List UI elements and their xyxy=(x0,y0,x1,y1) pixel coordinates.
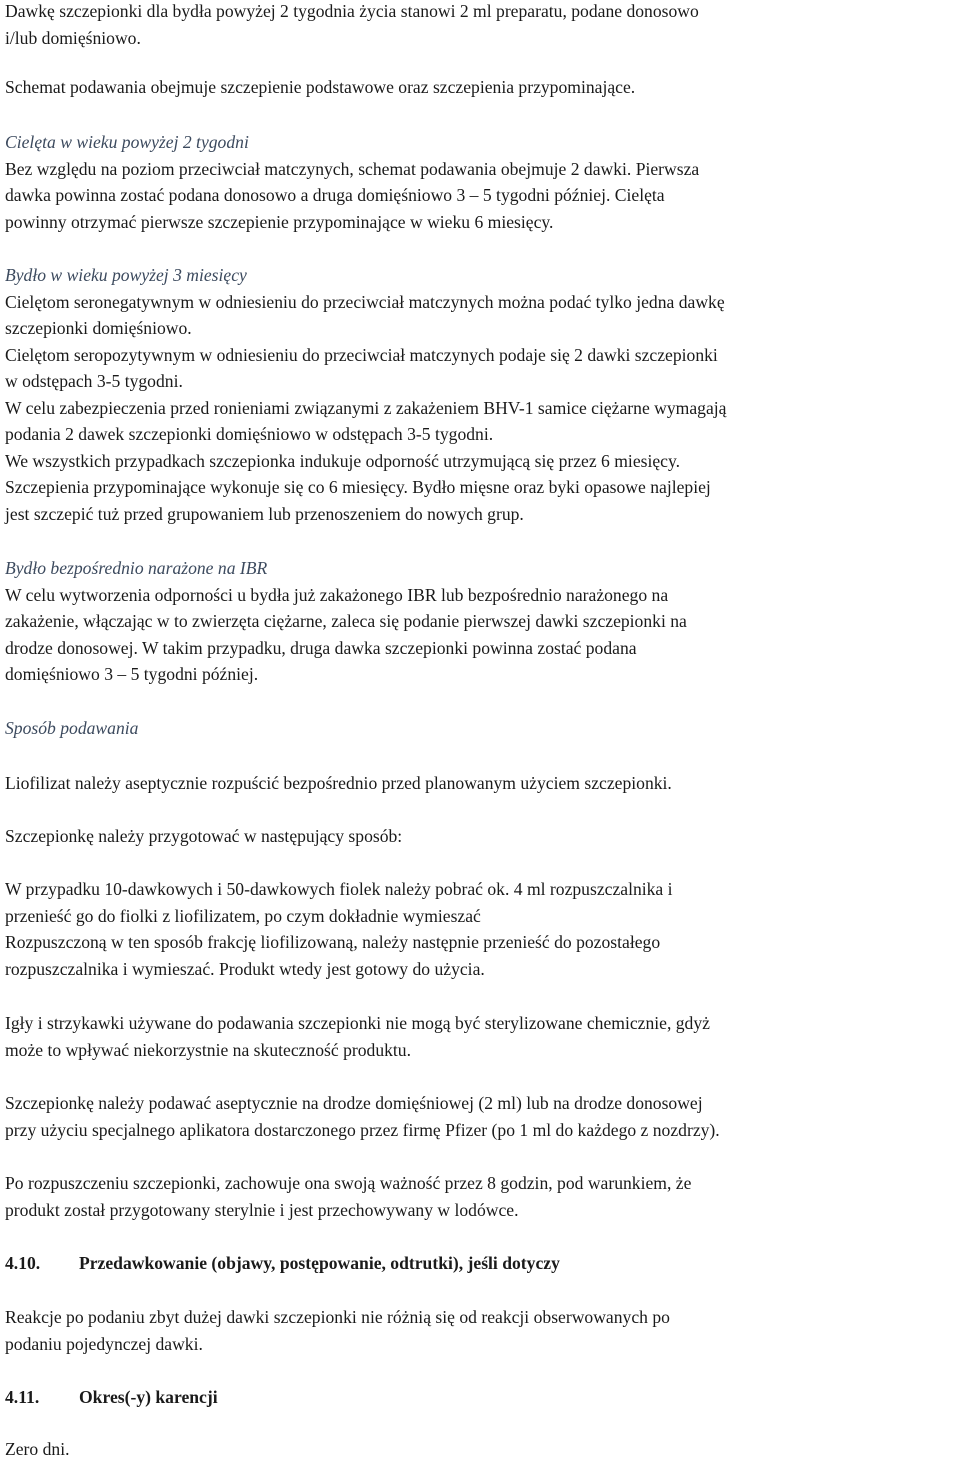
text-line: Schemat podawania obejmuje szczepienie podstawowe oraz szczepienia przypominające. xyxy=(5,77,636,97)
text-line: dawka powinna zostać podana donosowo a druga domięśniowo 3 – 5 tygodni później. Cielęta xyxy=(5,185,665,205)
dose-paragraph xyxy=(5,0,699,51)
cattle-3-months-section xyxy=(5,262,726,527)
needles-paragraph xyxy=(5,1010,710,1063)
text-line: w odstępach 3-5 tygodni. xyxy=(5,371,183,391)
storage-paragraph xyxy=(5,1170,691,1223)
text-line: Cielętom seronegatywnym w odniesieniu do przeciwciał matczynych można podać tylko jedna dawkę xyxy=(5,291,725,312)
vials-paragraph xyxy=(5,876,673,982)
text-line: zakażenie, włączając w to zwierzęta ciężarne, zaleca się podanie pierwszej dawki szczepionki na xyxy=(5,611,687,631)
text-line: i/lub domięśniowo. xyxy=(5,27,141,48)
administration-method-heading: Sposób podawania xyxy=(5,718,139,738)
text-line: Cielętom seropozytywnym w odniesieniu do przeciwciał matczynych podaje się 2 dawki szczepionki xyxy=(5,344,718,365)
section-4-10-heading xyxy=(5,1250,560,1277)
section-title: Okres(-y) karencji xyxy=(79,1387,218,1407)
text-line: Szczepienia przypominające wykonuje się co 6 miesięcy. Bydło mięsne oraz byki opasowe najlepiej xyxy=(5,477,711,497)
text-line: produkt został przygotowany sterylnie i jest przechowywany w lodówce. xyxy=(5,1199,519,1220)
text-line: podania 2 dawek szczepionki domięśniowo w odstępach 3-5 tygodni. xyxy=(5,424,494,444)
text-line: Szczepionkę należy podawać aseptycznie na drodze domięśniowej (2 ml) lub na drodze donosowej xyxy=(5,1093,703,1113)
calves-subheading: Cielęta w wieku powyżej 2 tygodni xyxy=(5,132,249,152)
schedule-paragraph xyxy=(5,74,635,101)
overdose-paragraph xyxy=(5,1304,670,1357)
text-line: W celu zabezpieczenia przed ronieniami związanymi z zakażeniem BHV-1 samice ciężarne wymagają xyxy=(5,397,727,418)
text-line: może to wpływać niekorzystnie na skuteczność produktu. xyxy=(5,1039,412,1060)
calves-section xyxy=(5,129,699,235)
text-line: Bez względu na poziom przeciwciał matczynych, schemat podawania obejmuje 2 dawki. Pierwsza xyxy=(5,158,700,179)
ibr-section xyxy=(5,555,687,688)
text-line: Reakcje po podaniu zbyt dużej dawki szczepionki nie różnią się od reakcji obserwowanych po xyxy=(5,1307,670,1327)
administration-paragraph xyxy=(5,1090,720,1143)
text-line: powinny otrzymać pierwsze szczepienie przypominające w wieku 6 miesięcy. xyxy=(5,211,554,232)
lyophilisate-paragraph: Liofilizat należy aseptycznie rozpuścić bezpośrednio przed planowanym użyciem szczepionki. xyxy=(5,773,672,793)
text-line: Rozpuszczoną w ten sposób frakcję liofilizowaną, należy następnie przenieść do pozostałego xyxy=(5,932,661,952)
text-line: rozpuszczalnika i wymieszać. Produkt wtedy jest gotowy do użycia. xyxy=(5,958,485,979)
text-line: jest szczepić tuż przed grupowaniem lub przenoszeniem do nowych grup. xyxy=(5,503,524,524)
section-number: 4.11. xyxy=(5,1387,40,1407)
text-line: W przypadku 10-dawkowych i 50-dawkowych fiolek należy pobrać ok. 4 ml rozpuszczalnika i xyxy=(5,879,673,899)
section-number: 4.10. xyxy=(5,1253,41,1273)
text-line: Po rozpuszczeniu szczepionki, zachowuje ona swoją ważność przez 8 godzin, pod warunkiem, że xyxy=(5,1173,692,1193)
text-line: przenieść go do fiolki z liofilizatem, po czym dokładnie wymieszać xyxy=(5,905,481,926)
text-line: przy użyciu specjalnego aplikatora dostarczonego przez firmę Pfizer (po 1 ml do każdego z nozdrzy). xyxy=(5,1119,720,1140)
section-title: Przedawkowanie (objawy, postępowanie, odtrutki), jeśli dotyczy xyxy=(79,1253,560,1273)
text-line: szczepionki domięśniowo. xyxy=(5,318,192,338)
section-4-11-heading xyxy=(5,1384,218,1411)
preparation-intro: Szczepionkę należy przygotować w następujący sposób: xyxy=(5,826,403,846)
text-line: Dawkę szczepionki dla bydła powyżej 2 tygodnia życia stanowi 2 ml preparatu, podane donosowo xyxy=(5,1,699,21)
text-line: Igły i strzykawki używane do podawania szczepionki nie mogą być sterylizowane chemicznie, gdyż xyxy=(5,1013,710,1033)
text-line: drodze donosowej. W takim przypadku, druga dawka szczepionki powinna zostać podana xyxy=(5,637,637,658)
text-line: We wszystkich przypadkach szczepionka indukuje odporność utrzymującą się przez 6 miesięcy. xyxy=(5,450,681,471)
withdrawal-period-text: Zero dni. xyxy=(5,1439,70,1459)
text-line: W celu wytworzenia odporności u bydła już zakażonego IBR lub bezpośrednio narażonego na xyxy=(5,584,669,605)
text-line: podaniu pojedynczej dawki. xyxy=(5,1333,203,1354)
ibr-subheading: Bydło bezpośrednio narażone na IBR xyxy=(5,558,268,578)
text-line: domięśniowo 3 – 5 tygodni później. xyxy=(5,664,259,684)
cattle-3-months-subheading: Bydło w wieku powyżej 3 miesięcy xyxy=(5,265,247,285)
